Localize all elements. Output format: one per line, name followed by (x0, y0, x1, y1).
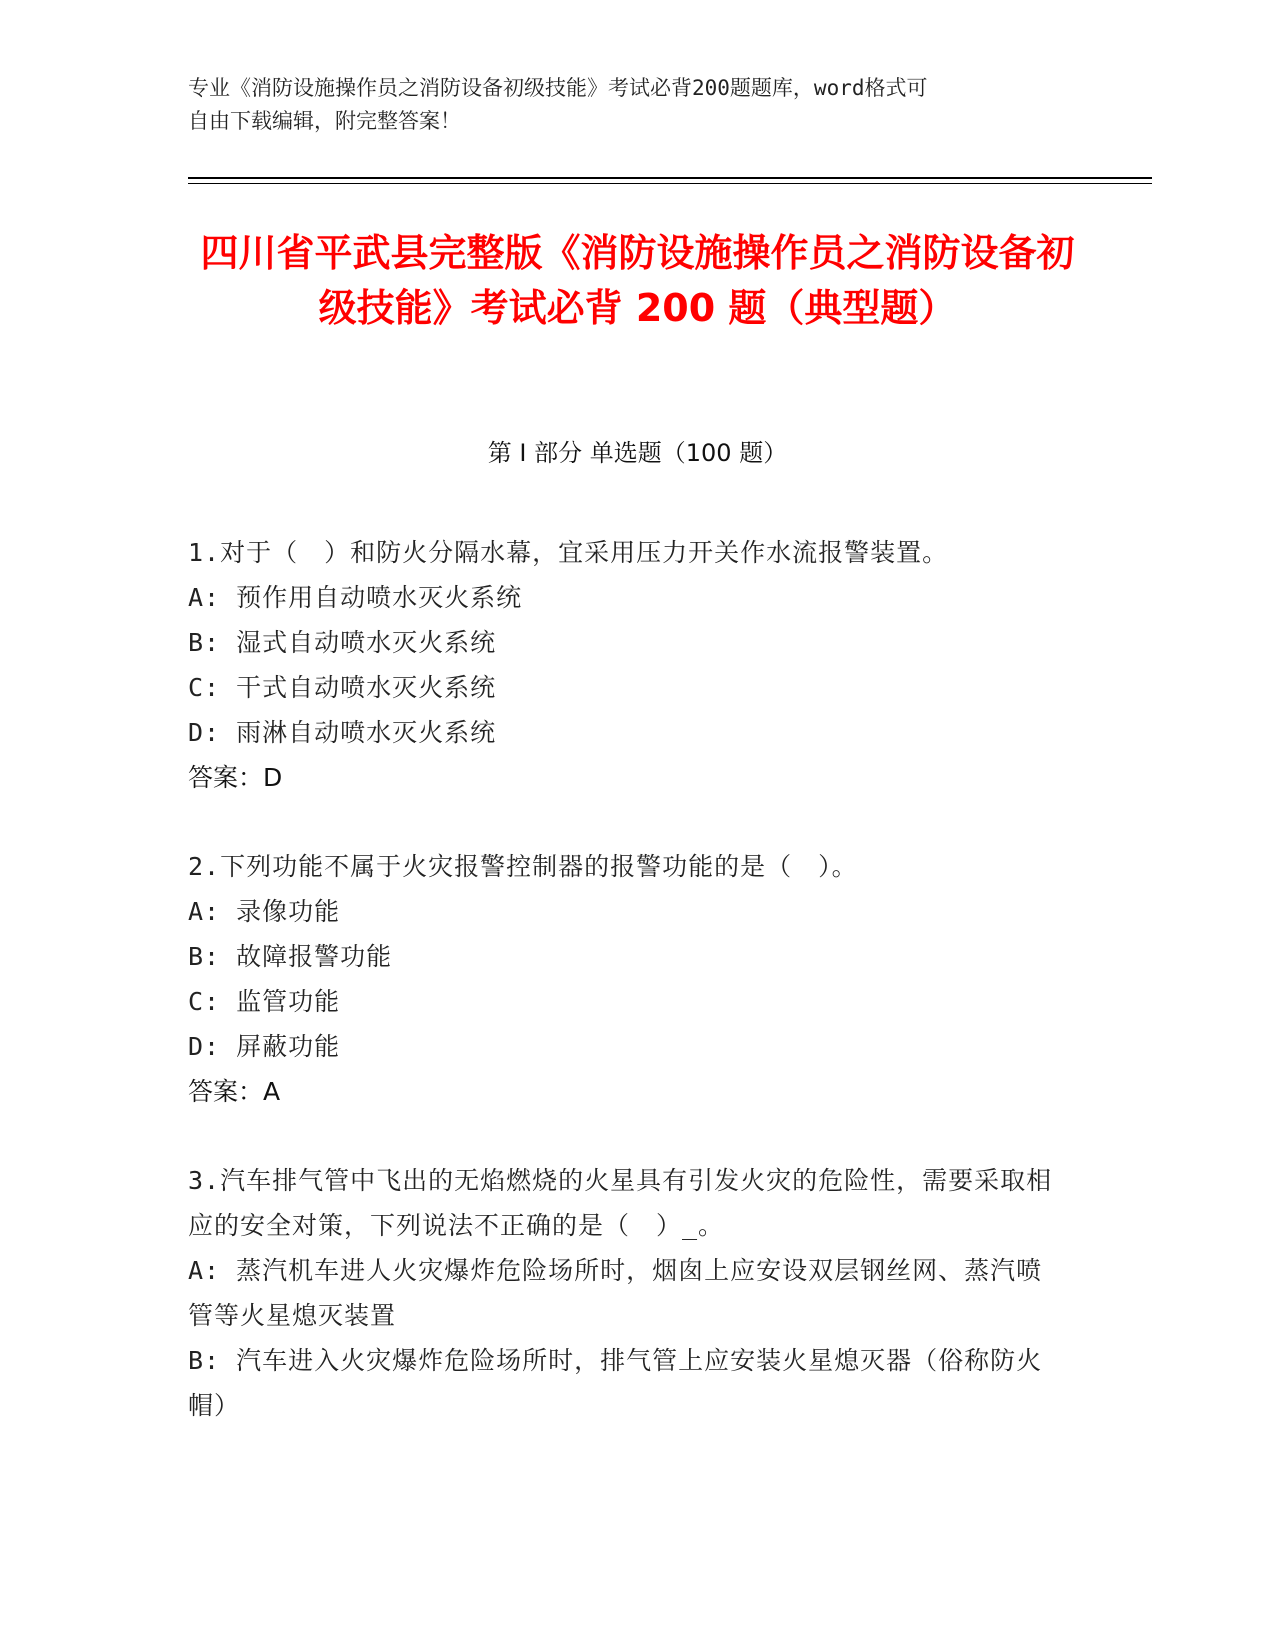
section-heading: 第 I 部分 单选题（100 题） (487, 439, 788, 467)
option-c: C: 干式自动喷水灭火系统 (188, 673, 497, 702)
option-b: B: 故障报警功能 (188, 942, 393, 971)
option-a: A: 预作用自动喷水灭火系统 (188, 583, 523, 612)
option-d: D: 屏蔽功能 (188, 1032, 341, 1061)
answer: 答案：D (188, 763, 283, 792)
question-1 (188, 530, 1068, 800)
question-list (188, 530, 1068, 1472)
option-d: D: 雨淋自动喷水灭火系统 (188, 718, 497, 747)
answer: 答案：A (188, 1077, 281, 1106)
header-divider-thick (188, 177, 1152, 179)
question-stem: 3.汽车排气管中飞出的无焰燃烧的火星具有引发火灾的危险性，需要采取相应的安全对策，下列说法不正确的是（ ）_。 (188, 1166, 1053, 1240)
option-c: C: 监管功能 (188, 987, 341, 1016)
option-a: A: 录像功能 (188, 897, 341, 926)
header-note-line-2: 自由下载编辑，附完整答案！ (188, 109, 461, 133)
option-b: B: 湿式自动喷水灭火系统 (188, 628, 497, 657)
question-stem: 1.对于（ ）和防火分隔水幕，宜采用压力开关作水流报警装置。 (188, 538, 949, 567)
header-divider-thin (188, 183, 1152, 184)
question-3 (188, 1158, 1068, 1428)
header-note (188, 72, 1088, 138)
option-b: B: 汽车进入火灾爆炸危险场所时，排气管上应安装火星熄灭器（俗称防火帽） (188, 1346, 1043, 1420)
question-2 (188, 844, 1068, 1114)
document-title: 四川省平武县完整版《消防设施操作员之消防设备初级技能》考试必背 200 题（典型题） (200, 231, 1075, 330)
option-a: A: 蒸汽机车进人火灾爆炸危险场所时，烟囱上应安设双层钢丝网、蒸汽喷管等火星熄灭装置 (188, 1256, 1043, 1330)
question-stem: 2.下列功能不属于火灾报警控制器的报警功能的是（ ）。 (188, 852, 858, 881)
header-note-line-1: 专业《消防设施操作员之消防设备初级技能》考试必背200题题库，word格式可 (188, 76, 928, 100)
